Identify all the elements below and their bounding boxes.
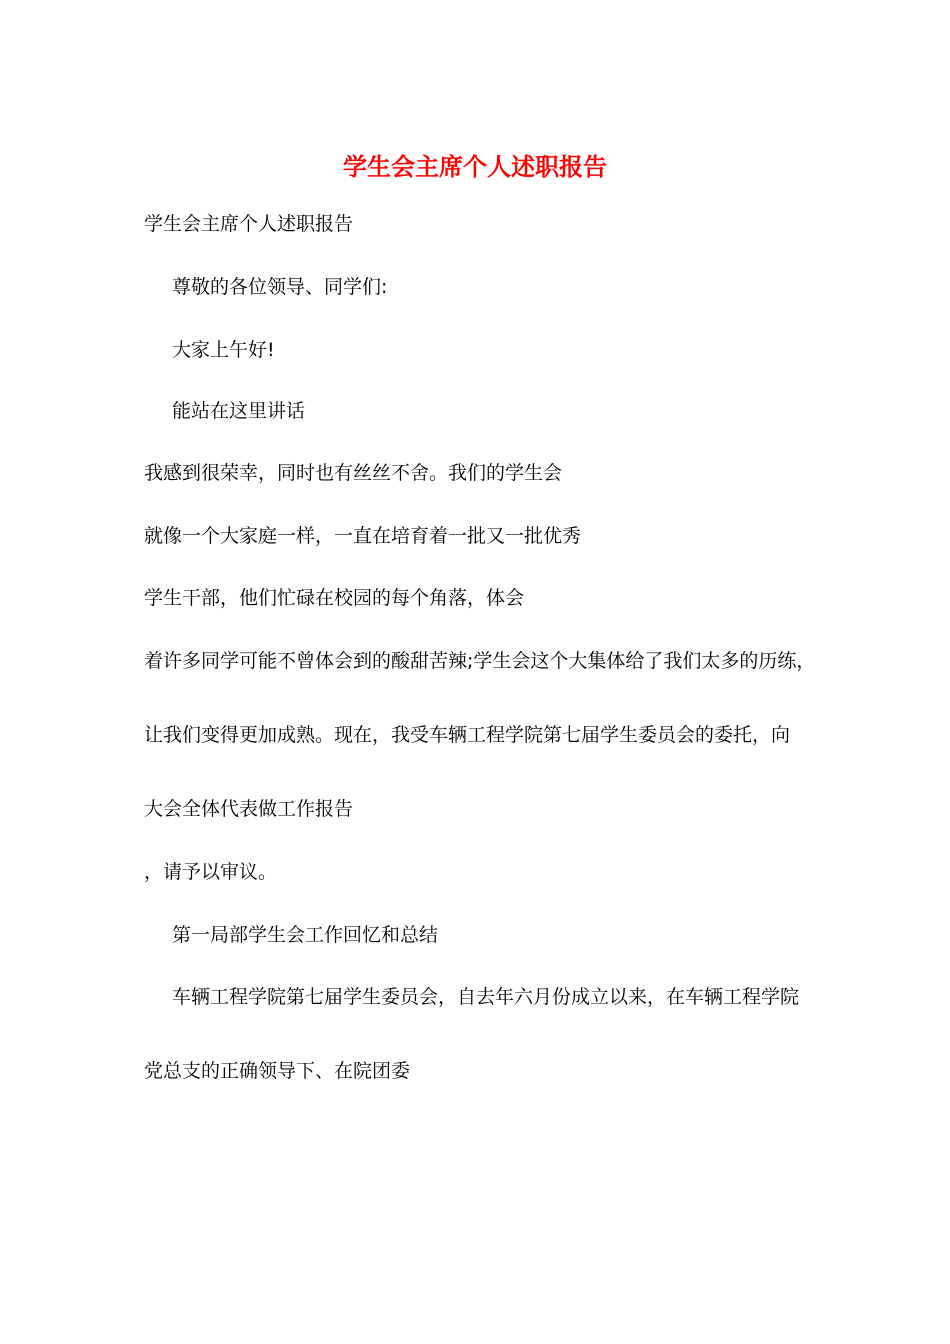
paragraph-line: ，请予以审议。 — [144, 861, 278, 883]
paragraph-line: 我感到很荣幸，同时也有丝丝不舍。我们的学生会 — [144, 462, 563, 484]
greeting-line: 尊敬的各位领导、同学们: — [172, 276, 388, 298]
paragraph-line: 让我们变得更加成熟。现在，我受车辆工程学院第七届学生委员会的委托，向 — [144, 724, 791, 746]
paragraph-line: 着许多同学可能不曾体会到的酸甜苦辣;学生会这个大集体给了我们太多的历练， — [144, 650, 816, 672]
paragraph-line: 大会全体代表做工作报告 — [144, 798, 354, 820]
paragraph-line: 党总支的正确领导下、在院团委 — [144, 1060, 411, 1082]
paragraph-line: 就像一个大家庭一样，一直在培育着一批又一批优秀 — [144, 525, 582, 547]
document-title: 学生会主席个人述职报告 — [343, 152, 607, 181]
salutation-line: 大家上午好! — [172, 339, 275, 361]
paragraph-line: 车辆工程学院第七届学生委员会，自去年六月份成立以来，在车辆工程学院 — [172, 986, 800, 1008]
doc-heading-line: 学生会主席个人述职报告 — [144, 213, 354, 235]
paragraph-line: 能站在这里讲话 — [172, 400, 306, 422]
section-heading: 第一局部学生会工作回忆和总结 — [172, 924, 439, 946]
paragraph-line: 学生干部，他们忙碌在校园的每个角落，体会 — [144, 587, 525, 609]
